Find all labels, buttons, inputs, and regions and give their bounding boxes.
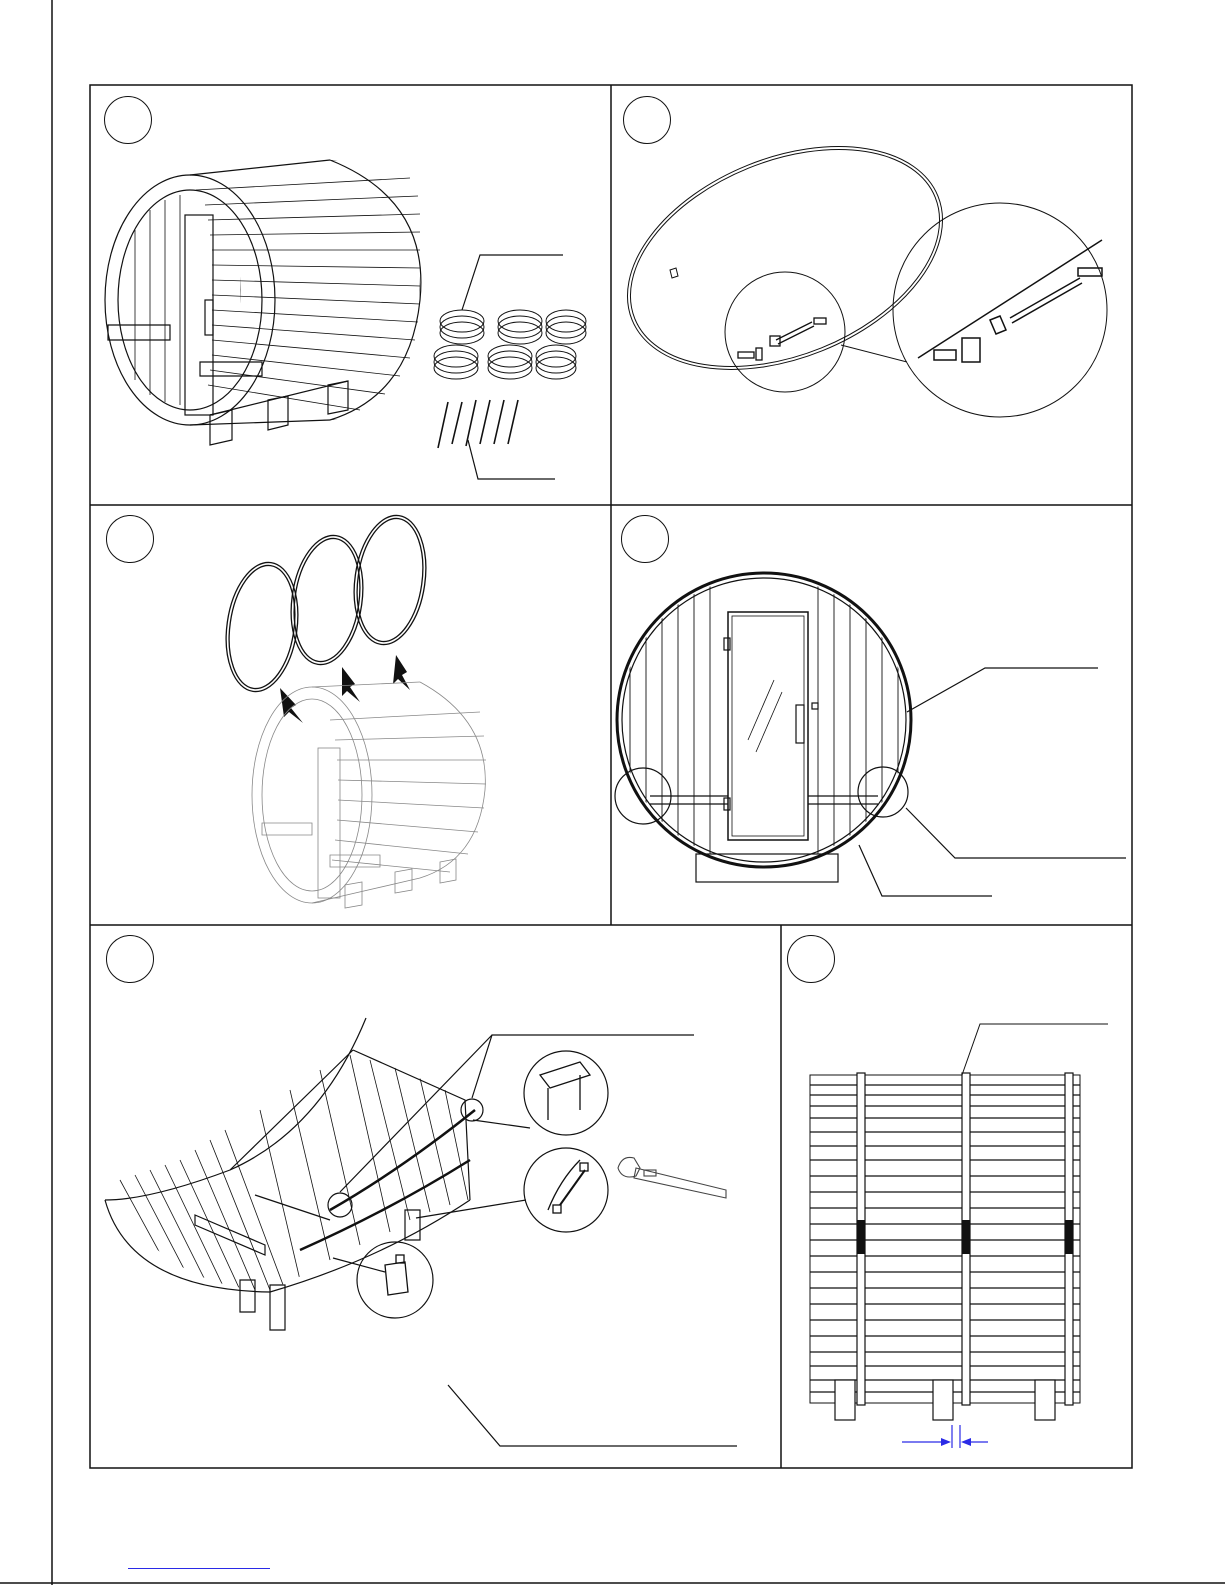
step-5-number bbox=[107, 936, 153, 982]
step-4-number bbox=[622, 516, 668, 562]
panel-6-side-view bbox=[810, 1024, 1108, 1448]
step-1-circle bbox=[104, 96, 152, 144]
step-6-circle bbox=[787, 935, 835, 983]
step-5-circle bbox=[106, 935, 154, 983]
panel-grid bbox=[90, 85, 1132, 1468]
panel-4-front-view bbox=[615, 560, 1126, 896]
panel-3-bands-over-sauna bbox=[218, 511, 486, 908]
footer-link-underline[interactable] bbox=[128, 1568, 270, 1569]
panel-1-sauna-and-parts bbox=[105, 160, 586, 479]
step-3-number bbox=[107, 516, 153, 562]
step-1-number bbox=[105, 97, 151, 143]
panel-2-band-tensioner bbox=[595, 103, 1107, 417]
step-6-number bbox=[788, 936, 834, 982]
step-2-circle bbox=[623, 96, 671, 144]
step-3-circle bbox=[106, 515, 154, 563]
step-2-number bbox=[624, 97, 670, 143]
panel-5-band-tightening bbox=[105, 1018, 737, 1446]
step-4-circle bbox=[621, 515, 669, 563]
